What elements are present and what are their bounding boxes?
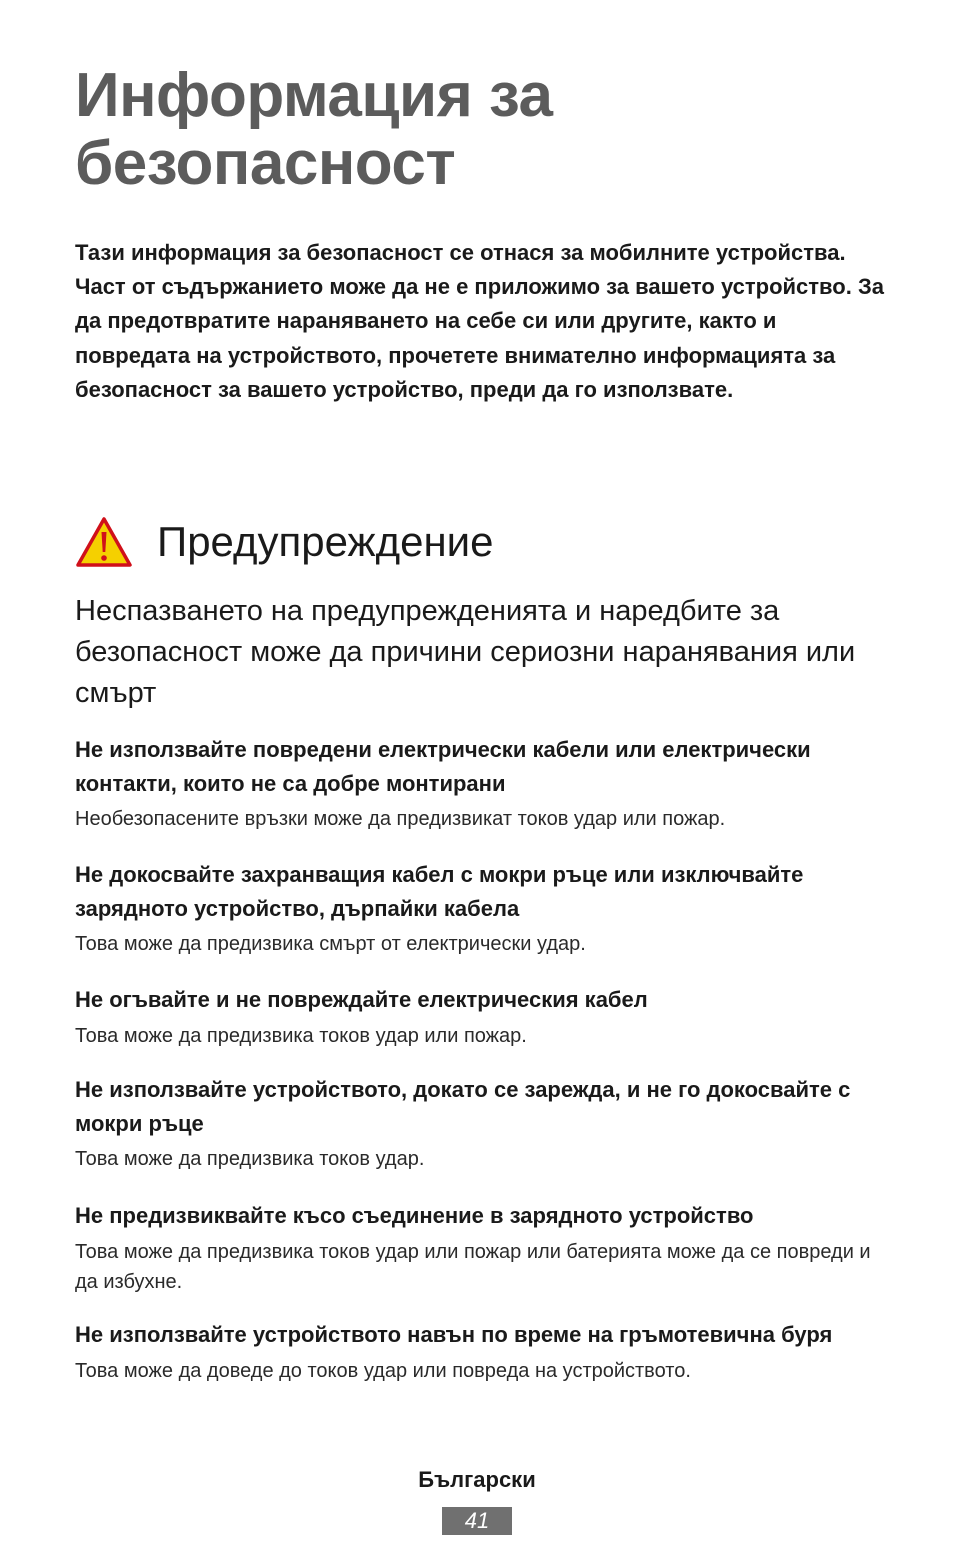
safety-item-description: Това може да предизвика токов удар.: [75, 1148, 425, 1170]
warning-title: Предупреждение: [157, 518, 494, 565]
safety-item: [75, 858, 895, 959]
page-title: Информация за безопасност: [75, 61, 553, 198]
warning-subheading: Неспазването на предупрежденията и наредбите за безопасност може да причини сериозни наранявания или смърт: [75, 595, 856, 709]
page-number-badge: 41: [442, 1507, 512, 1535]
safety-item: [75, 1073, 895, 1174]
safety-item-title: Не докосвайте захранващия кабел с мокри ръце или изключвайте зарядното устройство, дърпайки кабела: [75, 862, 804, 921]
footer-language: Български: [418, 1467, 536, 1492]
safety-item-description: Това може да доведе до токов удар или повреда на устройството.: [75, 1359, 691, 1382]
safety-item: [75, 1318, 895, 1386]
safety-item-title: Не предизвиквайте късо съединение в зарядното устройство: [75, 1203, 754, 1228]
safety-item: [75, 733, 895, 834]
safety-item-title: Не използвайте устройството навън по време на гръмотевична буря: [75, 1322, 833, 1347]
safety-item-description: Това може да предизвика смърт от електрически удар.: [75, 933, 586, 955]
safety-item: [75, 983, 895, 1051]
safety-item-description: Това може да предизвика токов удар или пожар.: [75, 1024, 527, 1047]
safety-item-title: Не използвайте повредени електрически кабели или електрически контакти, които не са добре монтирани: [75, 737, 811, 796]
safety-item-description: Необезопасените връзки може да предизвикат токов удар или пожар.: [75, 808, 726, 830]
intro-paragraph: Тази информация за безопасност се отнася за мобилните устройства. Част от съдържанието може да не е приложимо за вашето устройство. За да предотвратите нараняването на себе си или другите, както и повредата на устройството, прочетете внимателно информацията за безопасност за вашето устройство, преди да го използвате.: [75, 240, 884, 402]
safety-item-description: Това може да предизвика токов удар или пожар или батерията може да се повреди и да избухне.: [75, 1240, 871, 1293]
safety-item-title: Не огъвайте и не повреждайте електрическия кабел: [75, 987, 648, 1012]
warning-triangle-icon: [75, 516, 133, 568]
warning-heading: [75, 512, 493, 572]
safety-item: [75, 1199, 895, 1297]
safety-item-title: Не използвайте устройството, докато се зарежда, и не го докосвайте с мокри ръце: [75, 1077, 851, 1136]
